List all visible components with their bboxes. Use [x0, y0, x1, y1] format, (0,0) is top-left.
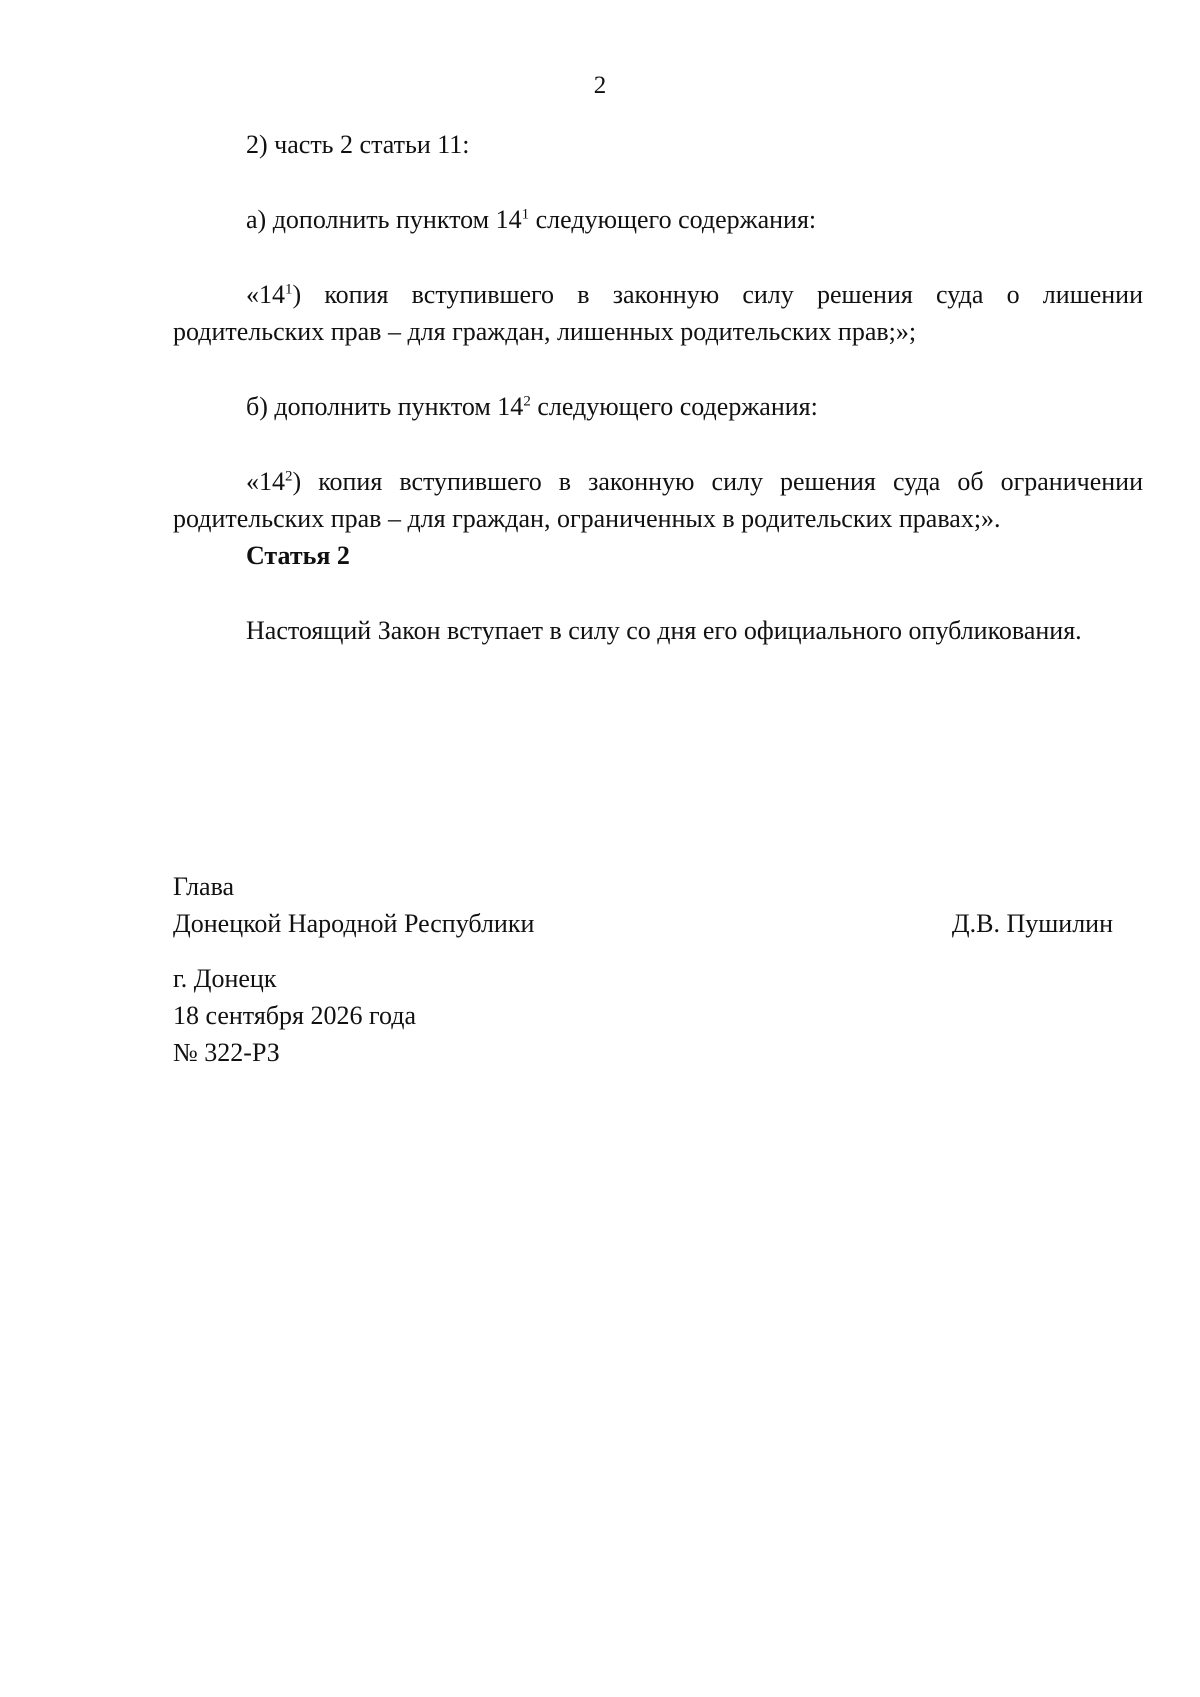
amendment-item-2: 2) часть 2 статьи 11: — [246, 130, 470, 159]
document-body — [173, 126, 1143, 649]
signatory-name: Д.В. Пушилин — [951, 909, 1113, 938]
item-b-prefix: б) дополнить пунктом 14 — [246, 392, 524, 421]
article-2-heading: Статья 2 — [246, 541, 350, 570]
issue-details — [173, 960, 416, 1071]
quote-2-prefix: «14 — [246, 467, 285, 496]
law-number: № 322-РЗ — [173, 1038, 280, 1067]
item-a-superscript: 1 — [521, 206, 530, 223]
quoted-point-14-2 — [173, 463, 1143, 537]
signatory-title-line-2: Донецкой Народной Республики — [173, 909, 535, 938]
page-number: 2 — [593, 72, 607, 99]
issue-date: 18 сентября 2026 года — [173, 1001, 417, 1030]
amendment-item-b — [173, 388, 1143, 425]
quoted-point-14-1 — [173, 276, 1143, 350]
signatory-row — [173, 905, 1113, 942]
signature-block — [173, 868, 1113, 942]
item-a-suffix: следующего содержания: — [529, 205, 817, 234]
quote-2-text: ) копия вступившего в законную силу решения суда об ограничении родительских прав – для граждан, ограниченных в родительских правах;». — [173, 467, 1143, 533]
item-b-superscript: 2 — [523, 393, 531, 410]
item-b-suffix: следующего содержания: — [530, 392, 818, 421]
quote-1-text: ) копия вступившего в законную силу решения суда о лишении родительских прав – для граждан, лишенных родительских прав;»; — [173, 280, 1143, 346]
quote-1-prefix: «14 — [246, 280, 285, 309]
quote-1-superscript: 1 — [285, 281, 293, 298]
issue-place: г. Донецк — [173, 964, 277, 993]
article-2-text: Настоящий Закон вступает в силу со дня его официального опубликования. — [246, 616, 1082, 645]
amendment-item-a — [173, 201, 1143, 238]
item-a-prefix: а) дополнить пунктом 14 — [246, 205, 522, 234]
signatory-title-line-1: Глава — [173, 872, 235, 901]
quote-2-superscript: 2 — [285, 468, 293, 485]
